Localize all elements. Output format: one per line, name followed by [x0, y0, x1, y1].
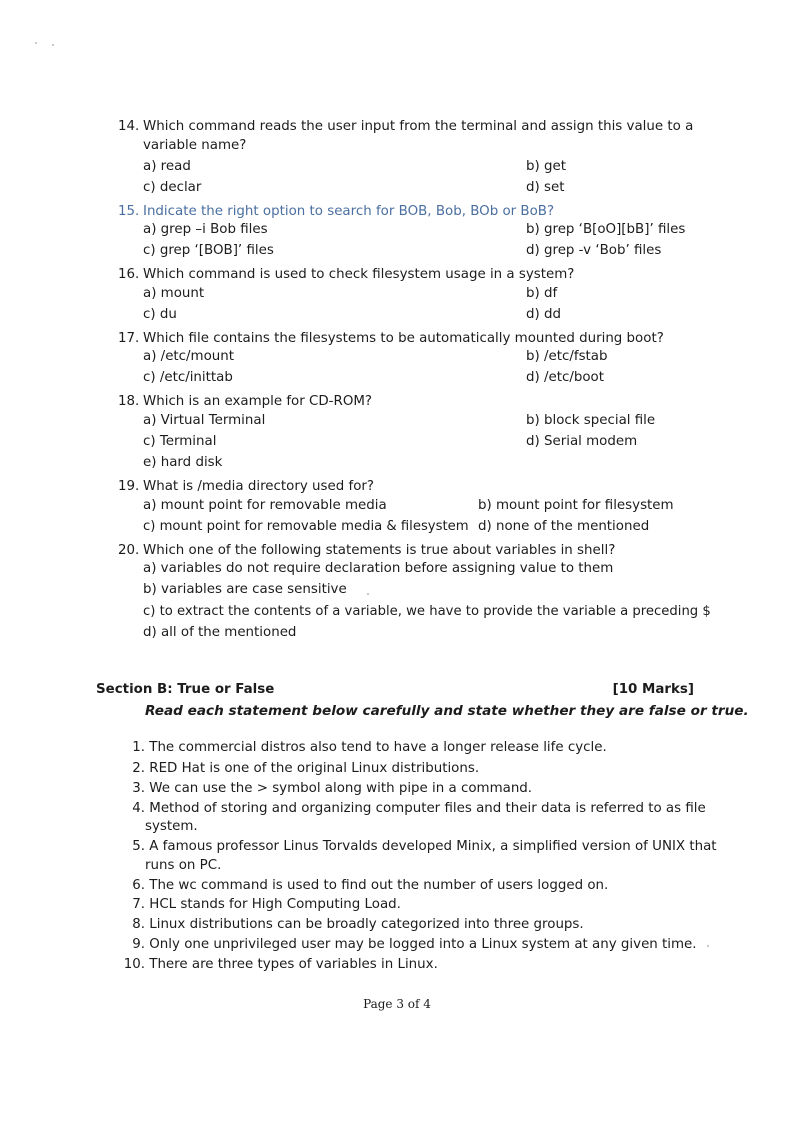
question-number: 19.: [118, 479, 140, 494]
option: a) mount point for removable media: [143, 498, 387, 513]
question-number: 14.: [118, 119, 140, 134]
question-continuation: variable name?: [143, 138, 247, 153]
item-number: 2.: [132, 761, 145, 776]
option: e) hard disk: [143, 455, 223, 470]
item-text: We can use the > symbol along with pipe in a command.: [149, 781, 533, 796]
option: a) /etc/mount: [143, 349, 235, 364]
section-title: Section B: True or False: [96, 682, 275, 697]
item-number: 4.: [132, 801, 145, 816]
option: a) read: [143, 159, 191, 174]
item-text: Method of storing and organizing computer files and their data is referred to as file: [149, 801, 706, 816]
question-text: Which file contains the filesystems to be automatically mounted during boot?: [143, 331, 664, 346]
item-text: HCL stands for High Computing Load.: [149, 897, 401, 912]
option: a) Virtual Terminal: [143, 413, 266, 428]
item-text: Linux distributions can be broadly categorized into three groups.: [149, 917, 584, 932]
question-20: [118, 540, 615, 561]
option: d) none of the mentioned: [478, 519, 650, 534]
section-marks: [10 Marks]: [612, 682, 694, 697]
option: c) grep ‘[BOB]’ files: [143, 243, 274, 258]
question-17: [118, 328, 664, 349]
option: a) grep –i Bob files: [143, 222, 268, 237]
option: d) /etc/boot: [526, 370, 604, 385]
question-number: 17.: [118, 331, 140, 346]
option: c) mount point for removable media & filesystem: [143, 519, 469, 534]
item-number: 10.: [123, 957, 145, 972]
list-item: [118, 740, 607, 755]
question-15: [118, 201, 554, 222]
option: c) declar: [143, 180, 202, 195]
question-number: 16.: [118, 267, 140, 282]
option: d) all of the mentioned: [143, 625, 297, 640]
list-item: [118, 957, 438, 972]
item-text: The wc command is used to find out the number of users logged on.: [149, 878, 609, 893]
item-text: Only one unprivileged user may be logged into a Linux system at any given time.: [149, 937, 697, 952]
option: b) variables are case sensitive: [143, 582, 347, 597]
list-item-continuation: system.: [145, 819, 198, 834]
section-instruction: Read each statement below carefully and state whether they are false or true.: [145, 703, 749, 719]
option: c) du: [143, 307, 177, 322]
list-item: [118, 937, 697, 952]
option: c) /etc/inittab: [143, 370, 233, 385]
item-number: 6.: [132, 878, 145, 893]
option: b) block special file: [526, 413, 656, 428]
question-text: What is /media directory used for?: [143, 479, 375, 494]
list-item: [118, 801, 706, 816]
item-number: 5.: [132, 839, 145, 854]
option: d) set: [526, 180, 565, 195]
option: c) Terminal: [143, 434, 217, 449]
list-item: [118, 878, 608, 893]
option: a) mount: [143, 286, 205, 301]
option: b) get: [526, 159, 566, 174]
question-number: 20.: [118, 543, 140, 558]
item-number: 3.: [132, 781, 145, 796]
item-text: There are three types of variables in Linux.: [149, 957, 438, 972]
question-18: [118, 391, 372, 412]
item-number: 7.: [132, 897, 145, 912]
question-text: Which is an example for CD-ROM?: [143, 394, 373, 409]
question-text: Which command is used to check filesystem usage in a system?: [143, 267, 575, 282]
option: d) Serial modem: [526, 434, 638, 449]
list-item: [118, 761, 479, 776]
question-number: 15.: [118, 204, 140, 219]
option: b) grep ‘B[oO][bB]’ files: [526, 222, 686, 237]
scan-speck: [35, 42, 37, 44]
page-footer: Page 3 of 4: [363, 997, 431, 1011]
scan-speck: [52, 44, 54, 46]
list-item: [118, 897, 401, 912]
question-text: Which one of the following statements is true about variables in shell?: [143, 543, 616, 558]
scan-speck: [707, 945, 709, 947]
question-text: Which command reads the user input from the terminal and assign this value to a: [143, 119, 694, 134]
question-text: Indicate the right option to search for BOB, Bob, BOb or BoB?: [143, 204, 555, 219]
question-19: [118, 476, 374, 497]
option: b) /etc/fstab: [526, 349, 608, 364]
scan-speck: [367, 593, 369, 595]
option: d) grep -v ‘Bob’ files: [526, 243, 662, 258]
item-number: 8.: [132, 917, 145, 932]
option: d) dd: [526, 307, 561, 322]
item-text: A famous professor Linus Torvalds developed Minix, a simplified version of UNIX that: [149, 839, 717, 854]
question-number: 18.: [118, 394, 140, 409]
item-number: 1.: [132, 740, 145, 755]
item-text: The commercial distros also tend to have a longer release life cycle.: [149, 740, 607, 755]
option: b) mount point for filesystem: [478, 498, 674, 513]
item-text: RED Hat is one of the original Linux distributions.: [149, 761, 480, 776]
question-14: [118, 116, 693, 137]
option: a) variables do not require declaration before assigning value to them: [143, 561, 614, 576]
option: c) to extract the contents of a variable, we have to provide the variable a preceding $: [143, 604, 711, 619]
item-number: 9.: [132, 937, 145, 952]
option: b) df: [526, 286, 558, 301]
list-item-continuation: runs on PC.: [145, 858, 222, 873]
list-item: [118, 781, 532, 796]
list-item: [118, 917, 584, 932]
list-item: [118, 839, 717, 854]
question-16: [118, 264, 574, 285]
